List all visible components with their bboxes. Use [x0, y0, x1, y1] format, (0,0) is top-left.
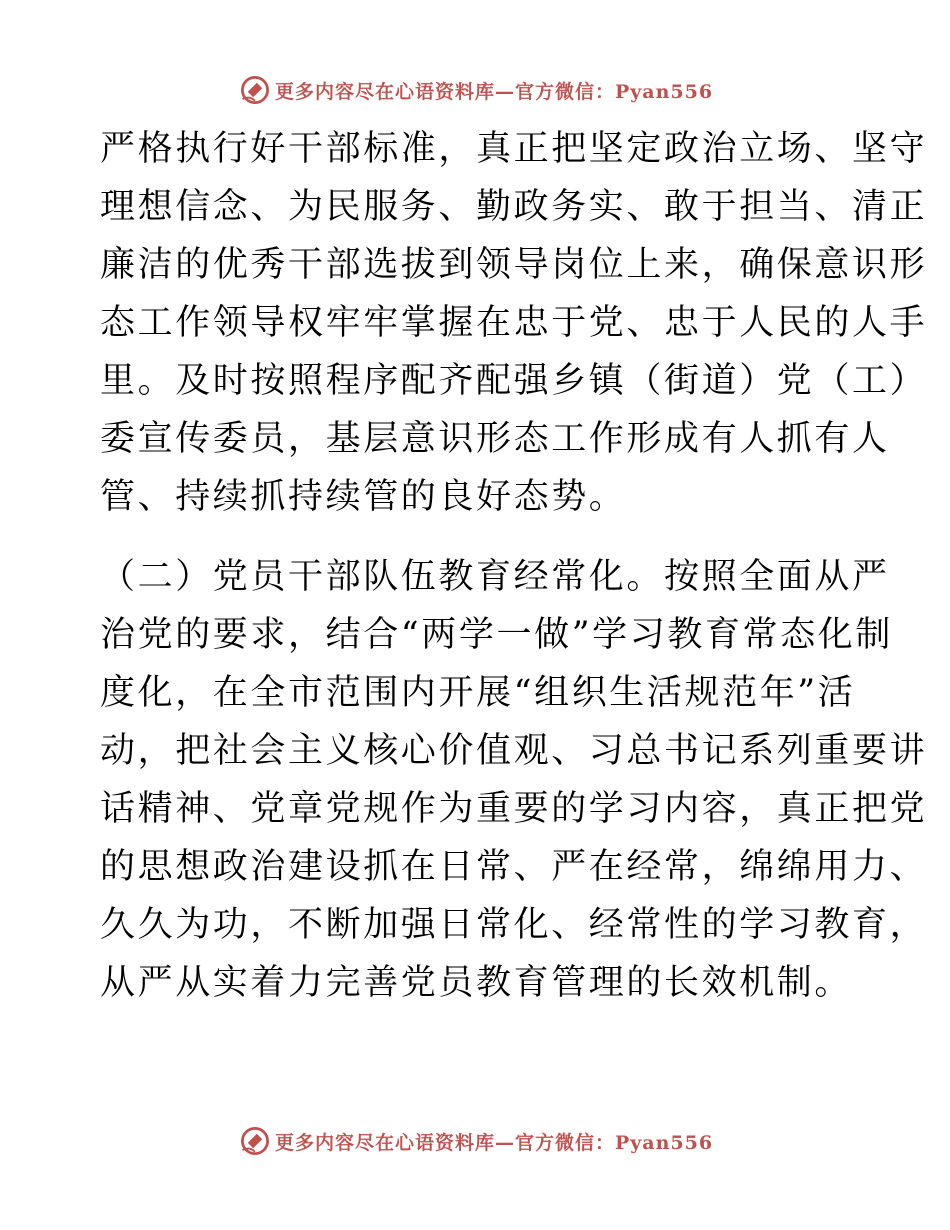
text-line: 理想信念、为民服务、勤政务实、敢于担当、清正	[100, 187, 928, 227]
text-line: 态工作领导权牢牢掌握在忠于党、忠于人民的人手	[100, 303, 928, 343]
text-line: （二）党员干部队伍教育经常化。按照全面从严	[100, 557, 890, 597]
seal-logo-icon	[237, 72, 273, 108]
text-line: 话精神、党章党规作为重要的学习内容，真正把党	[100, 789, 928, 829]
header-banner-text: 更多内容尽在心语资料库—官方微信：Pyan556	[274, 80, 714, 103]
text-line: 从严从实着力完善党员教育管理的长效机制。	[100, 963, 853, 1003]
footer-banner-text: 更多内容尽在心语资料库—官方微信：Pyan556	[274, 1131, 714, 1154]
text-line: 度化，在全市范围内开展“组织生活规范年”活	[100, 673, 856, 713]
footer-banner	[0, 1121, 950, 1161]
seal-logo-icon	[237, 1123, 273, 1159]
header-banner	[0, 70, 950, 110]
paragraph-2	[100, 548, 928, 1012]
text-line: 动，把社会主义核心价值观、习总书记系列重要讲	[100, 731, 928, 771]
paragraph-1	[100, 120, 928, 526]
text-line: 久久为功，不断加强日常化、经常性的学习教育，	[100, 905, 928, 945]
text-line: 严格执行好干部标准，真正把坚定政治立场、坚守	[100, 129, 928, 169]
text-line: 管、持续抓持续管的良好态势。	[100, 477, 627, 517]
text-line: 委宣传委员，基层意识形态工作形成有人抓有人	[100, 419, 890, 459]
text-line: 里。及时按照程序配齐配强乡镇（街道）党（工）	[100, 361, 928, 401]
text-line: 的思想政治建设抓在日常、严在经常，绵绵用力、	[100, 847, 928, 887]
text-line: 治党的要求，结合“两学一做”学习教育常态化制	[100, 615, 893, 655]
text-line: 廉洁的优秀干部选拔到领导岗位上来，确保意识形	[100, 245, 928, 285]
